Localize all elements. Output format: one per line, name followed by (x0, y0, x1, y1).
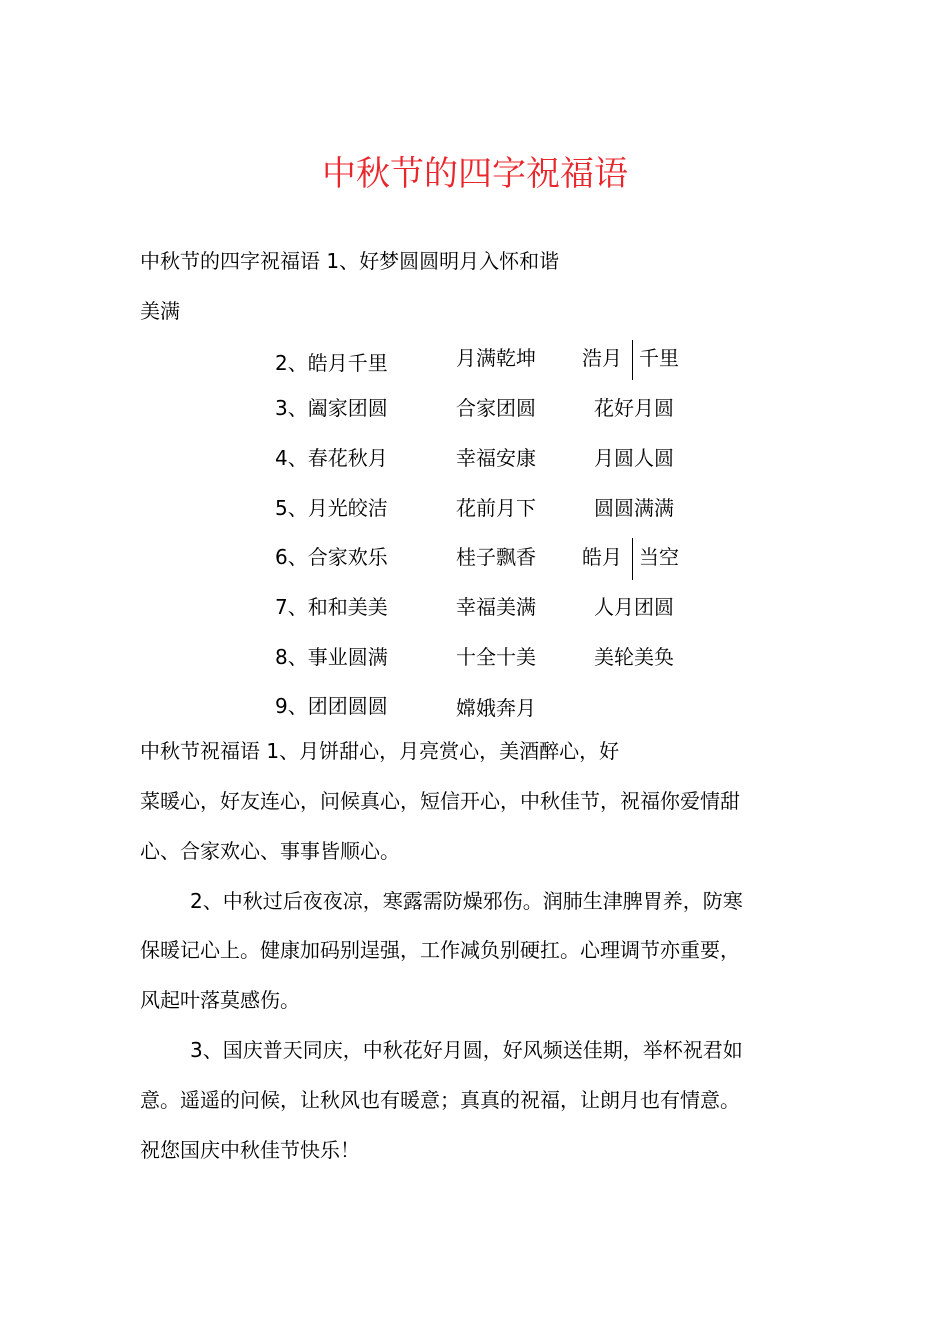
list-item-col2: 花前月下 (456, 496, 536, 520)
list-item-col1: 3、阖家团圆 (275, 396, 388, 420)
list-item-col1: 9、团团圆圆 (275, 694, 388, 718)
paragraph-line: 心、合家欢心、事事皆顺心。 (140, 839, 400, 863)
list-item-col3: 圆圆满满 (594, 496, 674, 520)
list-item-col2: 幸福美满 (456, 595, 536, 619)
list-item-col1: 8、事业圆满 (275, 645, 388, 669)
paragraph-line: 意。遥遥的问候，让秋风也有暖意；真真的祝福，让朗月也有情意。 (140, 1088, 740, 1112)
list-item-col3: 花好月圆 (594, 396, 674, 420)
paragraph-line: 祝您国庆中秋佳节快乐！ (140, 1138, 360, 1162)
paragraph-line: 中秋节祝福语 1、月饼甜心，月亮赏心，美酒醉心，好 (140, 739, 620, 763)
paragraph-line: 保暖记心上。健康加码别逞强，工作减负别硬扛。心理调节亦重要， (140, 938, 740, 962)
list-item-col3: 月圆人圆 (594, 446, 674, 470)
paragraph-line: 2、中秋过后夜夜凉，寒露需防燥邪伤。润肺生津脾胃养，防寒 (190, 889, 743, 913)
list-item-col1: 2、皓月千里 (275, 351, 388, 375)
intro-line: 美满 (140, 299, 180, 323)
list-item-col3: 浩月 (582, 346, 622, 370)
paragraph-line: 风起叶落莫感伤。 (140, 988, 300, 1012)
list-item-col2: 月满乾坤 (456, 346, 536, 370)
list-item-col2: 合家团圆 (456, 396, 536, 420)
list-item-col3: 人月团圆 (594, 595, 674, 619)
list-item-col2: 嫦娥奔月 (456, 696, 536, 720)
list-item-col3: 千里 (639, 346, 679, 370)
list-item-col2: 幸福安康 (456, 446, 536, 470)
list-item-col2: 十全十美 (456, 645, 536, 669)
column-divider (632, 538, 633, 580)
paragraph-line: 菜暖心，好友连心，问候真心，短信开心，中秋佳节，祝福你爱情甜 (140, 789, 740, 813)
list-item-col3: 当空 (639, 545, 679, 569)
column-divider (632, 340, 633, 380)
list-item-col2: 桂子飘香 (456, 545, 536, 569)
paragraph-line: 3、国庆普天同庆，中秋花好月圆，好风频送佳期，举杯祝君如 (190, 1038, 743, 1062)
list-item-col3: 皓月 (582, 545, 622, 569)
document-title: 中秋节的四字祝福语 (322, 154, 628, 194)
list-item-col1: 5、月光皎洁 (275, 496, 388, 520)
intro-line: 中秋节的四字祝福语 1、好梦圆圆明月入怀和谐 (140, 249, 560, 273)
list-item-col3: 美轮美奂 (594, 645, 674, 669)
list-item-col1: 6、合家欢乐 (275, 545, 388, 569)
list-item-col1: 4、春花秋月 (275, 446, 388, 470)
list-item-col1: 7、和和美美 (275, 595, 388, 619)
